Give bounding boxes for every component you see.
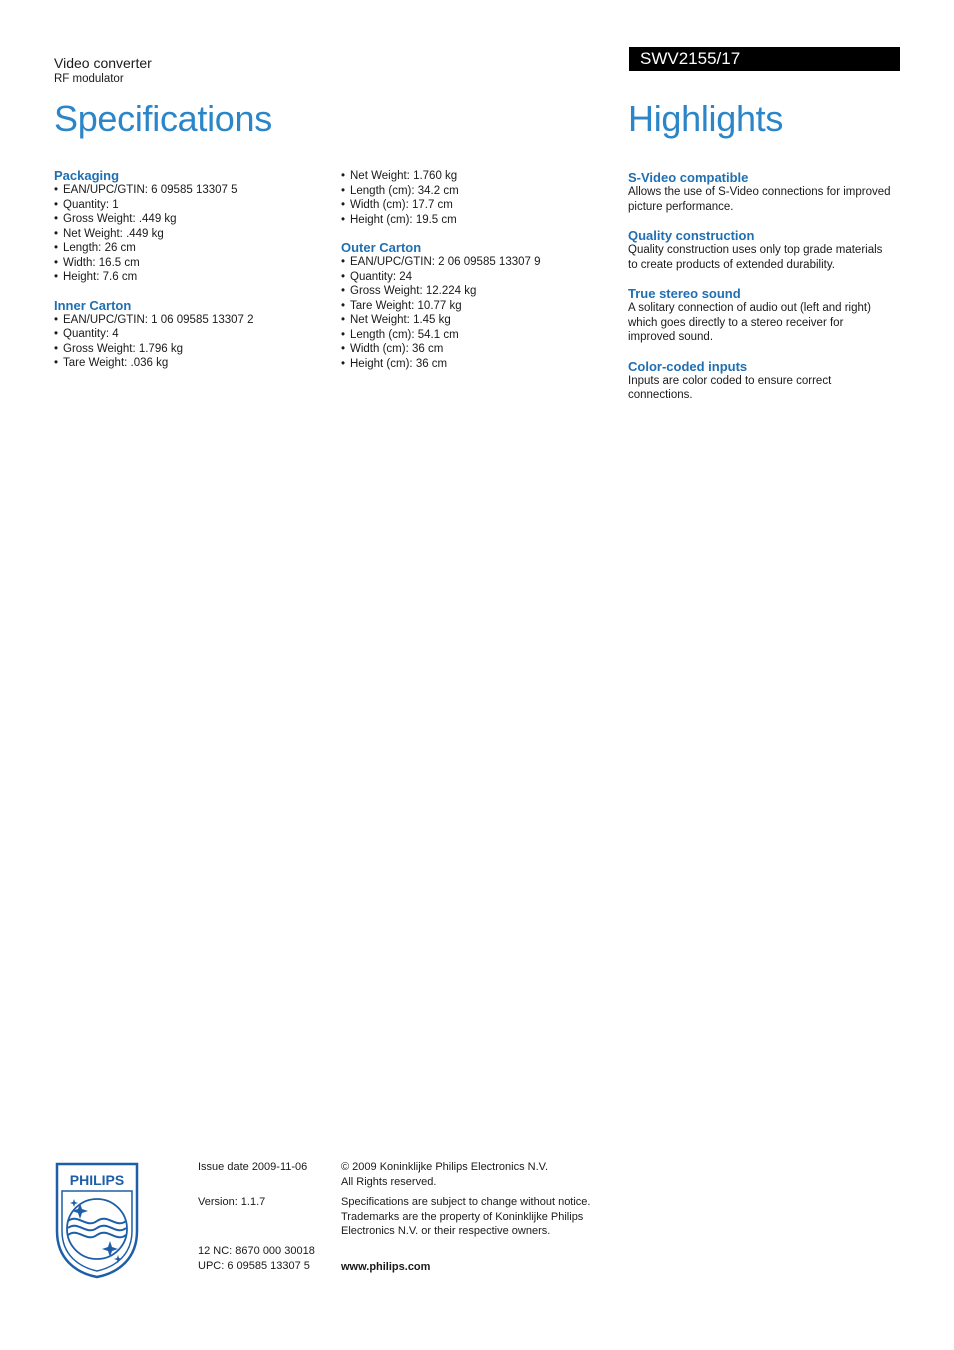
highlight-item xyxy=(628,286,908,345)
spec-item: • Quantity: 1 xyxy=(54,198,324,213)
spec-item: • Width (cm): 17.7 cm xyxy=(341,198,611,213)
notice-line: Specifications are subject to change without notice. xyxy=(341,1196,591,1208)
logo-wordmark: PHILIPS xyxy=(69,1172,125,1188)
copyright-line: © 2009 Koninklijke Philips Electronics N.V. xyxy=(341,1161,549,1173)
spec-item: • Quantity: 24 xyxy=(341,270,611,285)
spec-item: • Gross Weight: 12.224 kg xyxy=(341,284,611,299)
spec-section-outer-carton xyxy=(341,240,611,371)
spec-item: • Quantity: 4 xyxy=(54,327,324,342)
section-heading: Outer Carton xyxy=(341,240,422,255)
highlight-item xyxy=(628,359,908,403)
footer-meta xyxy=(198,1160,328,1273)
specifications-title: Specifications xyxy=(54,98,272,139)
highlight-line: to create products of extended durability. xyxy=(628,258,835,271)
highlight-heading: True stereo sound xyxy=(628,286,741,301)
section-heading: Inner Carton xyxy=(54,297,132,313)
highlight-line: improved sound. xyxy=(628,331,714,343)
spec-item: • Height (cm): 19.5 cm xyxy=(341,213,611,228)
version: Version: 1.1.7 xyxy=(198,1195,266,1208)
highlight-line: Allows the use of S-Video connections for improved xyxy=(628,186,891,198)
spec-item: • Length: 26 cm xyxy=(54,241,324,256)
spec-item: • Length (cm): 54.1 cm xyxy=(341,328,611,343)
spec-column-1 xyxy=(54,168,324,371)
highlight-line: Inputs are color coded to ensure correct xyxy=(628,374,832,387)
section-heading: Packaging xyxy=(54,168,120,183)
notice-line: Trademarks are the property of Koninklijke Philips xyxy=(341,1210,584,1223)
spec-item: • Height (cm): 36 cm xyxy=(341,357,611,372)
spec-item: • EAN/UPC/GTIN: 1 06 09585 13307 2 xyxy=(54,313,324,328)
highlight-item xyxy=(628,228,908,272)
highlight-line: A solitary connection of audio out (left and right) xyxy=(628,302,871,314)
spec-item: • Net Weight: 1.45 kg xyxy=(341,313,611,328)
highlight-heading: S-Video compatible xyxy=(628,170,749,185)
inner-carton-continued xyxy=(341,169,611,227)
highlight-line: Quality construction uses only top grade materials xyxy=(628,244,883,256)
spec-item: • EAN/UPC/GTIN: 6 09585 13307 5 xyxy=(54,183,324,198)
product-type: Video converter xyxy=(54,55,152,71)
highlight-line: which goes directly to a stereo receiver for xyxy=(628,316,844,329)
highlights-title: Highlights xyxy=(628,98,784,139)
upc-number: UPC: 6 09585 13307 5 xyxy=(198,1259,310,1272)
spec-section-inner-carton xyxy=(54,298,324,371)
spec-column-2 xyxy=(341,169,611,371)
highlight-heading: Quality construction xyxy=(628,228,755,243)
footer-legal xyxy=(341,1160,631,1274)
model-number-banner xyxy=(629,47,900,71)
spec-item: • Gross Weight: 1.796 kg xyxy=(54,342,324,357)
copyright-line: All Rights reserved. xyxy=(341,1175,437,1188)
highlights-list xyxy=(628,170,908,403)
spec-item: • Net Weight: 1.760 kg xyxy=(341,169,611,184)
website-link[interactable]: www.philips.com xyxy=(341,1260,431,1273)
spec-item: • Height: 7.6 cm xyxy=(54,270,324,285)
highlight-heading: Color-coded inputs xyxy=(628,358,748,374)
highlight-item xyxy=(628,170,908,214)
philips-shield-icon xyxy=(54,1161,140,1279)
issue-date: Issue date 2009-11-06 xyxy=(198,1161,308,1173)
philips-logo xyxy=(54,1161,140,1279)
model-number: SWV2155/17 xyxy=(640,49,741,68)
highlight-line: picture performance. xyxy=(628,200,734,213)
spec-item: • Length (cm): 34.2 cm xyxy=(341,184,611,199)
spec-item: • Tare Weight: 10.77 kg xyxy=(341,299,611,314)
spec-section-packaging xyxy=(54,168,324,285)
spec-item: • Width: 16.5 cm xyxy=(54,256,324,271)
spec-item: • Tare Weight: .036 kg xyxy=(54,356,324,371)
notice-line: Electronics N.V. or their respective owners. xyxy=(341,1225,551,1237)
spec-item: • EAN/UPC/GTIN: 2 06 09585 13307 9 xyxy=(341,255,611,270)
spec-item: • Width (cm): 36 cm xyxy=(341,342,611,357)
highlight-line: connections. xyxy=(628,389,693,401)
spec-item: • Net Weight: .449 kg xyxy=(54,227,324,242)
product-subtype: RF modulator xyxy=(54,73,124,85)
nc-number: 12 NC: 8670 000 30018 xyxy=(198,1245,315,1257)
spec-item: • Gross Weight: .449 kg xyxy=(54,212,324,227)
